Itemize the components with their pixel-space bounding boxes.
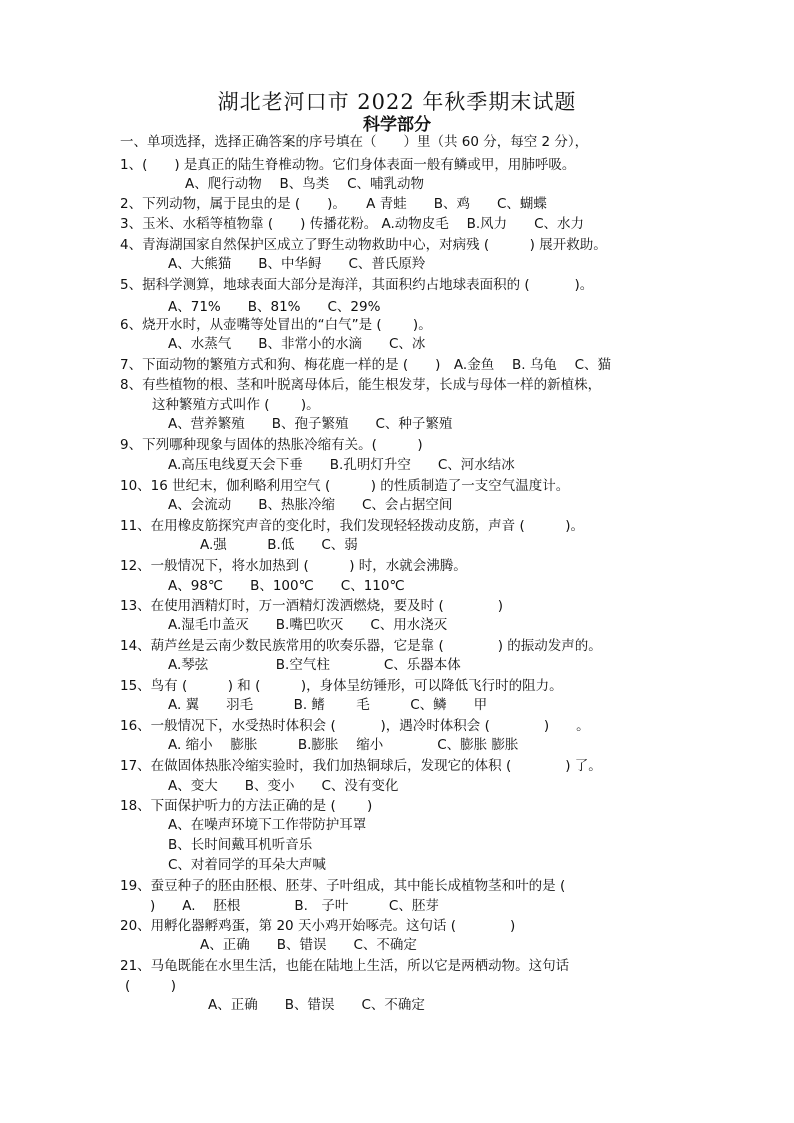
question-line: 2、下列动物，属于昆虫的是 ( )。 A 青蛙 B、鸡 C、蝴蝶 xyxy=(120,196,547,212)
question-line: 4、青海湖国家自然保护区成立了野生动物救助中心，对病残 ( ) 展开救助。 xyxy=(120,237,607,253)
option-line: A.高压电线夏天会下垂 B.孔明灯升空 C、河水结冰 xyxy=(168,457,515,473)
option-line: A. 翼 羽毛 B. 鳍 毛 C、鳞 甲 xyxy=(168,697,488,713)
question-line: 15、鸟有 ( ) 和 ( )，身体呈纺锤形，可以降低飞行时的阻力。 xyxy=(120,678,563,694)
option-line: A、71% B、81% C、29% xyxy=(168,299,381,315)
option-line: A、正确 B、错误 C、不确定 xyxy=(200,937,417,953)
question-line: 13、在使用酒精灯时，万一酒精灯泼洒燃烧，要及时 ( ) xyxy=(120,598,504,614)
question-line-continued: 这种繁殖方式叫作 ( )。 xyxy=(152,397,320,413)
page-title: 湖北老河口市 2022 年秋季期末试题 xyxy=(217,90,577,114)
question-line: 3、玉米、水稻等植物靠 ( ) 传播花粉。 A.动物皮毛 B.风力 C、水力 xyxy=(120,216,585,232)
question-line: 7、下面动物的繁殖方式和狗、梅花鹿一样的是 ( ) A.金鱼 B. 乌龟 C、猫 xyxy=(120,357,612,373)
question-line: 12、一般情况下，将水加热到 ( ) 时，水就会沸腾。 xyxy=(120,558,467,574)
question-line: 17、在做固体热胀冷缩实验时，我们加热铜球后，发现它的体积 ( ) 了。 xyxy=(120,758,602,774)
option-line: A、会流动 B、热胀冷缩 C、会占据空间 xyxy=(168,497,453,513)
question-line: 21、马龟既能在水里生活，也能在陆地上生活，所以它是两栖动物。这句话 xyxy=(120,958,570,974)
question-line: 16、一般情况下，水受热时体积会 ( )，遇冷时体积会 ( ) 。 xyxy=(120,718,590,734)
question-line: 11、在用橡皮筋探究声音的变化时，我们发现轻轻拨动皮筋，声音 ( )。 xyxy=(120,518,585,534)
question-line: 9、下列哪种现象与固体的热胀冷缩有关。( ) xyxy=(120,437,423,453)
question-line: 10、16 世纪末，伽利略利用空气 ( ) 的性质制造了一支空气温度计。 xyxy=(120,478,570,494)
option-line: A、营养繁殖 B、孢子繁殖 C、种子繁殖 xyxy=(168,416,453,432)
question-line-continued: ( ) xyxy=(125,978,177,994)
section-heading: 一、单项选择，选择正确答案的序号填在（ ）里（共 60 分，每空 2 分）， xyxy=(120,134,589,150)
option-line: ) A. 胚根 B. 子叶 C、胚芽 xyxy=(150,898,439,914)
page-subtitle: 科学部分 xyxy=(363,115,431,135)
option-line: A、水蒸气 B、非常小的水滴 C、冰 xyxy=(168,336,426,352)
question-line: 8、有些植物的根、茎和叶脱离母体后，能生根发芽，长成与母体一样的新植株， xyxy=(120,377,602,393)
option-line: A.琴弦 B.空气柱 C、乐器本体 xyxy=(168,657,461,673)
option-line: A.湿毛巾盖灭 B.嘴巴吹灭 C、用水浇灭 xyxy=(168,617,448,633)
question-line: 6、烧开水时，从壶嘴等处冒出的“白气”是 ( )。 xyxy=(120,317,432,333)
question-line: 5、据科学测算，地球表面大部分是海洋，其面积约占地球表面积的 ( )。 xyxy=(120,277,594,293)
option-line: A、变大 B、变小 C、没有变化 xyxy=(168,778,399,794)
option-line: A、98℃ B、100℃ C、110℃ xyxy=(168,578,405,594)
option-line: A、正确 B、错误 C、不确定 xyxy=(208,997,425,1013)
question-line: 1、( ) 是真正的陆生脊椎动物。它们身体表面一般有鳞或甲，用肺呼吸。 xyxy=(120,157,576,173)
option-line: A. 缩小 膨胀 B.膨胀 缩小 C、膨胀 膨胀 xyxy=(168,737,519,753)
question-line: 19、蚕豆种子的胚由胚根、胚芽、子叶组成，其中能长成植物茎和叶的是 ( xyxy=(120,878,566,894)
option-line: B、长时间戴耳机听音乐 xyxy=(168,837,313,853)
option-line: A、大熊猫 B、中华鲟 C、普氏原羚 xyxy=(168,256,426,272)
question-line: 14、葫芦丝是云南少数民族常用的吹奏乐器，它是靠 ( ) 的振动发声的。 xyxy=(120,638,602,654)
option-line: A.强 B.低 C、弱 xyxy=(200,537,358,553)
option-line: A、爬行动物 B、鸟类 C、哺乳动物 xyxy=(185,176,425,192)
option-line: A、在噪声环境下工作带防护耳罩 xyxy=(168,817,367,833)
option-line: C、对着同学的耳朵大声喊 xyxy=(168,857,326,873)
question-line: 20、用孵化器孵鸡蛋，第 20 天小鸡开始啄壳。这句话 ( ) xyxy=(120,918,516,934)
question-line: 18、下面保护听力的方法正确的是 ( ) xyxy=(120,798,373,814)
